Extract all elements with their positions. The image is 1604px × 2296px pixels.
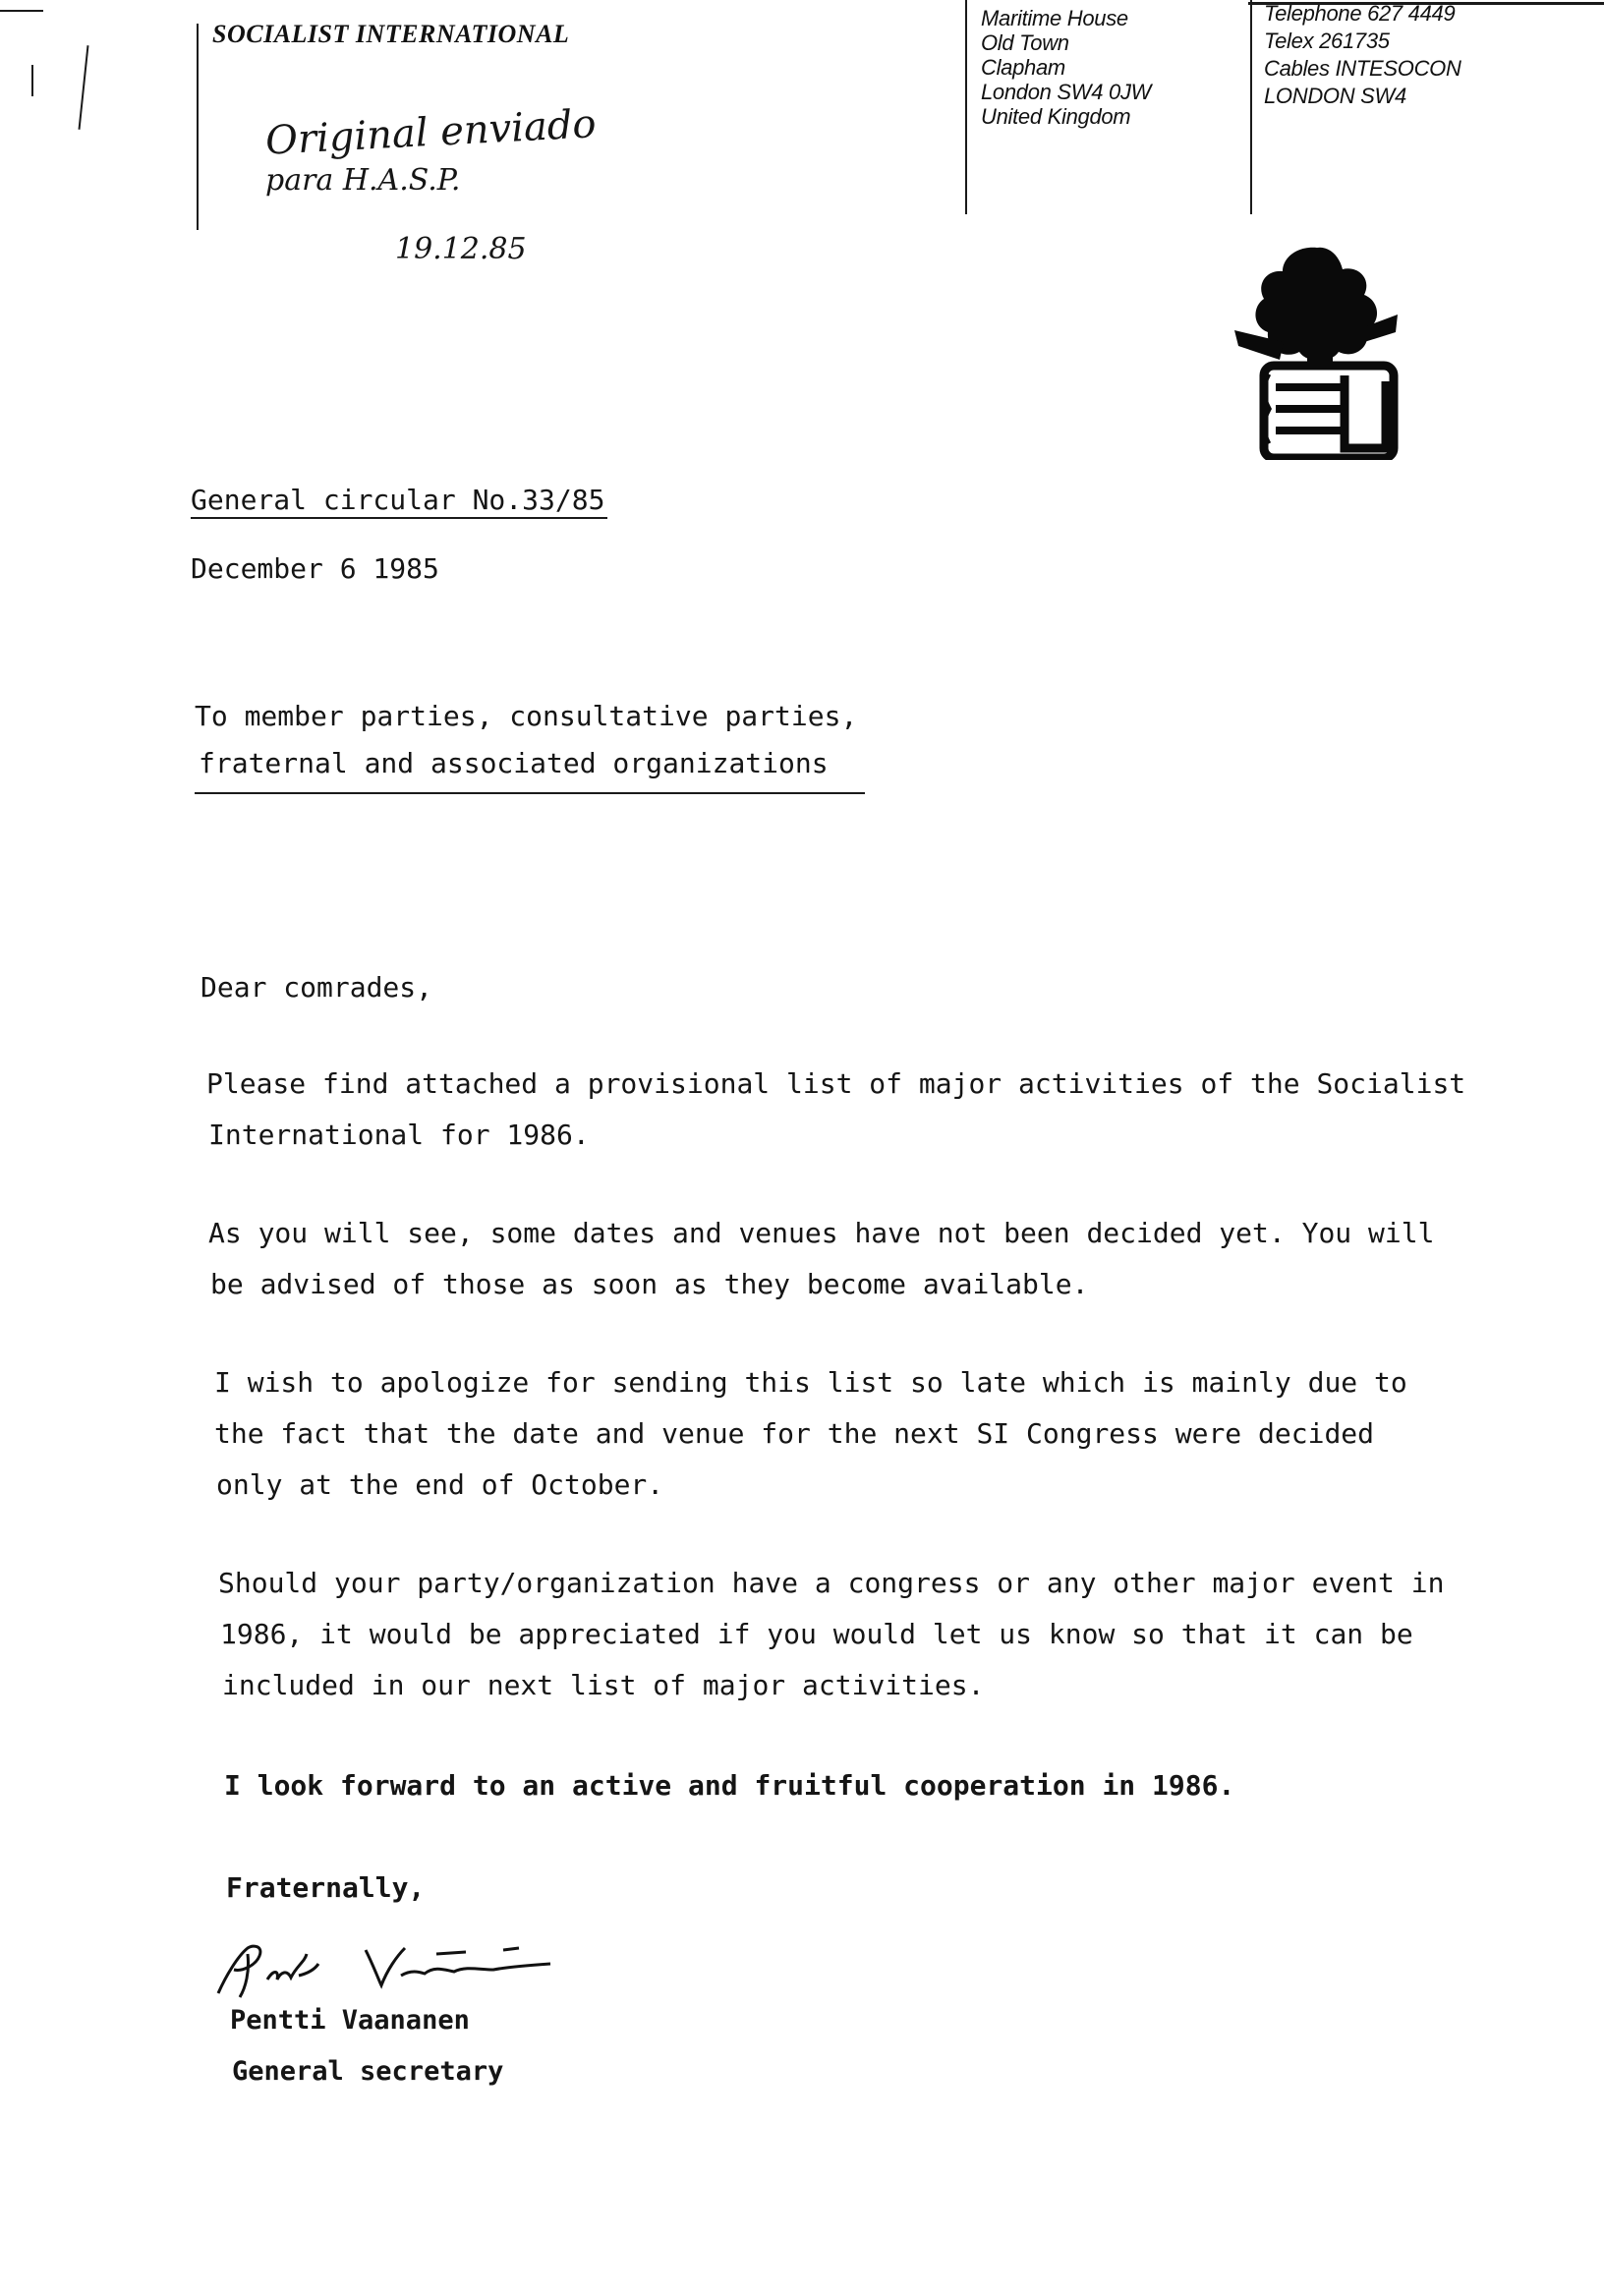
paragraph-3-line: the fact that the date and venue for the next SI Congress were decided	[214, 1417, 1375, 1450]
paragraph-4-line: included in our next list of major activities.	[222, 1669, 985, 1701]
contact-line: LONDON SW4	[1264, 84, 1406, 108]
address-line: Old Town	[981, 30, 1069, 55]
handwritten-note-line2: para H.A.S.P.	[265, 163, 461, 198]
handwritten-note-date: 19.12.85	[395, 232, 527, 266]
top-rule	[0, 10, 43, 12]
addressee-line2: fraternal and associated organizations	[199, 747, 829, 779]
contact-block	[1264, 0, 1461, 110]
paragraph-3-line: I wish to apologize for sending this list so late which is mainly due to	[214, 1366, 1407, 1399]
paragraph-1-line: International for 1986.	[208, 1119, 590, 1151]
address-line: London SW4 0JW	[981, 80, 1152, 104]
paragraph-1-line: Please find attached a provisional list of major activities of the Socialist	[206, 1067, 1466, 1100]
contact-line: Telephone 627 4449	[1264, 1, 1456, 26]
margin-mark-left	[31, 65, 33, 96]
paragraph-4-line: 1986, it would be appreciated if you would let us know so that it can be	[220, 1618, 1413, 1650]
salutation: Dear comrades,	[200, 971, 433, 1004]
letterhead-divider-2	[965, 0, 967, 214]
handwritten-note-line1: Original enviado	[264, 101, 598, 164]
address-block	[981, 6, 1151, 129]
paragraph-5-line: I look forward to an active and fruitful cooperation in 1986.	[224, 1769, 1235, 1802]
letterhead-divider-3	[1250, 0, 1252, 214]
signatory-title: General secretary	[232, 2056, 504, 2087]
paragraph-2-line: As you will see, some dates and venues have not been decided yet. You will	[208, 1217, 1435, 1249]
letter-date: December 6 1985	[191, 552, 439, 585]
fist-and-rose-logo-icon	[1229, 244, 1405, 460]
letterhead-divider-1	[197, 24, 199, 230]
closing: Fraternally,	[226, 1871, 426, 1904]
handwritten-signature	[208, 1936, 562, 2005]
circular-number: General circular No.33/85	[191, 484, 605, 516]
address-line: Maritime House	[981, 6, 1128, 30]
address-line: United Kingdom	[981, 104, 1131, 129]
paragraph-4-line: Should your party/organization have a congress or any other major event in	[218, 1567, 1445, 1599]
address-line: Clapham	[981, 55, 1065, 80]
paragraph-3-line: only at the end of October.	[216, 1468, 664, 1501]
paragraph-2-line: be advised of those as soon as they become available.	[210, 1268, 1089, 1300]
margin-mark-right	[79, 45, 89, 130]
circular-underline	[191, 517, 607, 519]
contact-line: Cables INTESOCON	[1264, 56, 1461, 81]
addressee-underline	[195, 792, 865, 794]
contact-line: Telex 261735	[1264, 29, 1390, 53]
addressee-line1: To member parties, consultative parties,	[195, 700, 858, 732]
signatory-name: Pentti Vaananen	[230, 2005, 470, 2036]
organization-name: SOCIALIST INTERNATIONAL	[212, 20, 570, 48]
